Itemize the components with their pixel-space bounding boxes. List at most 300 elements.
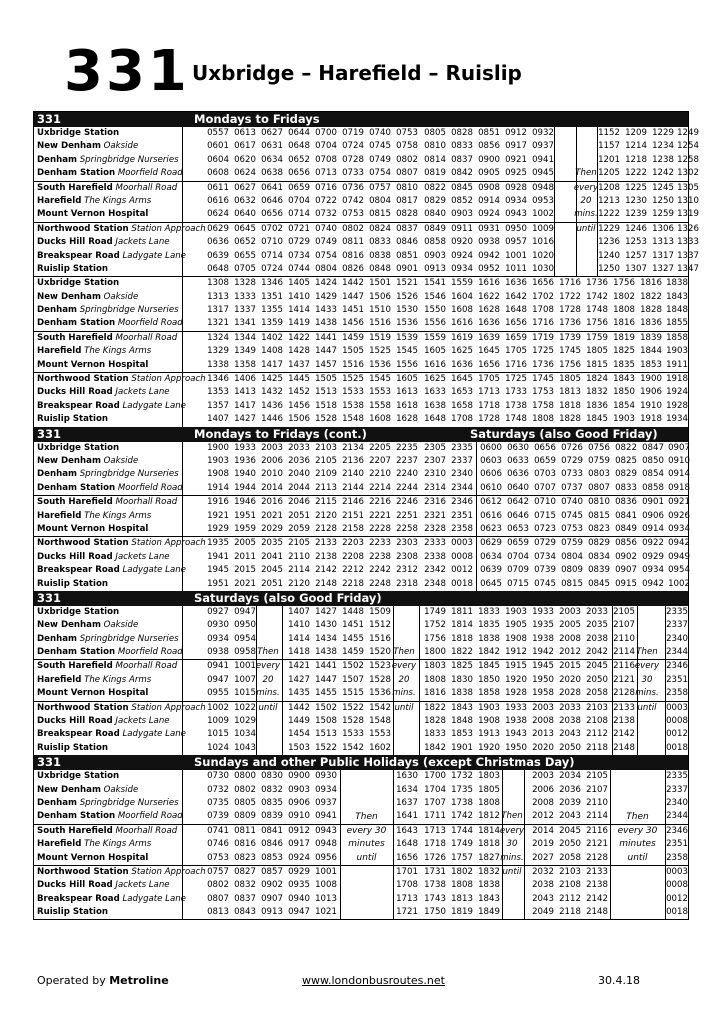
block-header bbox=[34, 427, 688, 442]
departure-time: 2351 bbox=[451, 510, 473, 521]
departure-time: 2242 bbox=[369, 565, 391, 576]
table-row bbox=[34, 906, 688, 919]
departure-time: 1506 bbox=[288, 414, 310, 425]
departure-time: 2346 bbox=[666, 825, 688, 836]
operator-name: Metroline bbox=[109, 974, 169, 987]
departure-time: 1722 bbox=[559, 291, 581, 302]
departure-time: 2012 bbox=[532, 811, 554, 822]
departure-time: 2212 bbox=[342, 565, 364, 576]
stop-name: Northwood Station Station Approach bbox=[37, 866, 206, 877]
departure-time: 1833 bbox=[424, 729, 446, 740]
departure-time: 0749 bbox=[369, 154, 391, 165]
departure-time: 1421 bbox=[288, 661, 310, 672]
departure-time: 0557 bbox=[207, 128, 229, 138]
departure-time: 2113 bbox=[315, 482, 337, 493]
departure-time: 1002 bbox=[668, 578, 690, 589]
departure-time: 0636 bbox=[207, 237, 229, 248]
departure-time: 0956 bbox=[315, 852, 337, 863]
departure-time: 1246 bbox=[625, 223, 647, 234]
column-divider bbox=[597, 127, 598, 276]
table-row bbox=[34, 195, 699, 208]
departure-time: 0913 bbox=[261, 907, 283, 918]
departure-time: 1414 bbox=[288, 305, 310, 316]
departure-time: 1908 bbox=[207, 469, 229, 480]
departure-time: 0839 bbox=[261, 811, 283, 822]
departure-time: 2115 bbox=[315, 497, 337, 508]
departure-time: 1940 bbox=[234, 469, 256, 480]
stop-name: South Harefield Moorhall Road bbox=[37, 332, 178, 343]
departure-time: 2340 bbox=[451, 469, 473, 480]
table-row bbox=[34, 263, 699, 276]
departure-time: 1319 bbox=[677, 209, 699, 220]
table-row bbox=[34, 127, 699, 140]
departure-time: 1933 bbox=[234, 442, 256, 453]
departure-time: 1716 bbox=[559, 278, 581, 289]
departure-time: 0841 bbox=[615, 510, 637, 521]
departure-time: 1700 bbox=[424, 771, 446, 782]
departure-time: 0003 bbox=[666, 702, 688, 713]
departure-time: 1245 bbox=[652, 182, 674, 193]
departure-time: 1813 bbox=[451, 893, 473, 904]
departure-time: 2021 bbox=[234, 578, 256, 589]
departure-time: 2235 bbox=[396, 442, 418, 453]
departure-time: 0848 bbox=[369, 263, 391, 274]
departure-time: 2049 bbox=[532, 907, 554, 918]
stop-name: Harefield The Kings Arms bbox=[37, 839, 152, 850]
departure-time: 0807 bbox=[396, 168, 418, 179]
departure-time: 0958 bbox=[234, 647, 256, 658]
departure-time: 1756 bbox=[613, 278, 635, 289]
departure-time: 0832 bbox=[234, 880, 256, 891]
departure-time: 1946 bbox=[234, 497, 256, 508]
departure-time: 0948 bbox=[315, 839, 337, 850]
departure-time: 2020 bbox=[559, 674, 581, 685]
stop-name: South Harefield Moorhall Road bbox=[37, 497, 178, 508]
departure-time: 0659 bbox=[288, 182, 310, 193]
departure-time: 2128 bbox=[613, 688, 635, 699]
departure-time: 0627 bbox=[234, 182, 256, 193]
departure-time: 1604 bbox=[451, 291, 473, 302]
departure-time: 0759 bbox=[561, 538, 583, 549]
departure-time: 0934 bbox=[642, 565, 664, 576]
departure-time: 2140 bbox=[342, 469, 364, 480]
departure-time: 0710 bbox=[534, 497, 556, 508]
departure-time: 2216 bbox=[369, 497, 391, 508]
departure-time: 0638 bbox=[261, 168, 283, 179]
stop-name: South Harefield Moorhall Road bbox=[37, 661, 178, 672]
departure-time: 0741 bbox=[207, 825, 229, 836]
departure-time: 1559 bbox=[451, 278, 473, 289]
departure-time: 0714 bbox=[288, 209, 310, 220]
departure-time: 0753 bbox=[561, 523, 583, 534]
frequency-note: every bbox=[499, 825, 525, 836]
table-row bbox=[34, 208, 699, 221]
frequency-note-block bbox=[610, 811, 665, 865]
departure-time: 1656 bbox=[532, 278, 554, 289]
departure-time: 0930 bbox=[207, 620, 229, 631]
departure-time: 1808 bbox=[424, 674, 446, 685]
departure-time: 0018 bbox=[666, 907, 688, 918]
table-row bbox=[34, 482, 688, 495]
departure-time: 1455 bbox=[342, 633, 364, 644]
column-divider bbox=[393, 770, 394, 919]
departure-time: 1605 bbox=[396, 374, 418, 385]
departure-time: 1805 bbox=[559, 374, 581, 385]
departure-time: 0713 bbox=[315, 168, 337, 179]
frequency-note-line: every 30 bbox=[617, 825, 658, 836]
departure-time: 0833 bbox=[451, 141, 473, 152]
departure-time: 1428 bbox=[288, 346, 310, 357]
block-header bbox=[34, 591, 688, 606]
departure-time: 0822 bbox=[424, 182, 446, 193]
departure-time: 1656 bbox=[478, 359, 500, 370]
departure-time: 1501 bbox=[369, 278, 391, 289]
departure-time: 0740 bbox=[315, 223, 337, 234]
departure-time: 0952 bbox=[478, 263, 500, 274]
table-row bbox=[34, 154, 699, 167]
departure-time: 0845 bbox=[451, 182, 473, 193]
departure-time: 1522 bbox=[315, 742, 337, 753]
departure-time: 0928 bbox=[505, 182, 527, 193]
departure-time: 1326 bbox=[677, 223, 699, 234]
stop-name: New Denham Oakside bbox=[37, 141, 139, 152]
departure-time: 0617 bbox=[234, 141, 256, 152]
block-route-label: 331 bbox=[37, 590, 62, 605]
departure-time: 1825 bbox=[613, 346, 635, 357]
departure-time: 2110 bbox=[288, 551, 310, 562]
frequency-note: until bbox=[576, 223, 596, 234]
departure-time: 1742 bbox=[586, 291, 608, 302]
departure-time: 1222 bbox=[598, 209, 620, 220]
departure-time: 1522 bbox=[342, 702, 364, 713]
departure-time: 1519 bbox=[369, 332, 391, 343]
departure-time: 1445 bbox=[288, 374, 310, 385]
departure-time: 0744 bbox=[288, 263, 310, 274]
departure-time: 1745 bbox=[532, 374, 554, 385]
departure-time: 1732 bbox=[451, 771, 473, 782]
departure-time: 2335 bbox=[666, 771, 688, 782]
stop-name: Breakspear Road Ladygate Lane bbox=[37, 565, 186, 576]
departure-time: 2050 bbox=[559, 742, 581, 753]
departure-time: 2058 bbox=[586, 688, 608, 699]
table-row bbox=[34, 893, 688, 906]
departure-time: 2316 bbox=[424, 497, 446, 508]
departure-time: 2233 bbox=[369, 538, 391, 549]
departure-time: 2032 bbox=[532, 866, 554, 877]
departure-time: 1855 bbox=[666, 318, 688, 329]
departure-time: 0934 bbox=[505, 195, 527, 206]
departure-time: 1816 bbox=[640, 278, 662, 289]
departure-time: 0947 bbox=[288, 907, 310, 918]
departure-time: 0606 bbox=[480, 469, 502, 480]
departure-time: 2118 bbox=[559, 907, 581, 918]
departure-time: 1407 bbox=[207, 414, 229, 425]
departure-time: 0714 bbox=[261, 250, 283, 261]
column-divider bbox=[612, 606, 613, 755]
departure-time: 0924 bbox=[478, 209, 500, 220]
column-divider bbox=[182, 606, 183, 755]
departure-time: 1830 bbox=[451, 674, 473, 685]
timetable-block bbox=[34, 591, 688, 755]
departure-time: 2110 bbox=[613, 633, 635, 644]
departure-time: 0754 bbox=[369, 168, 391, 179]
departure-time: 1015 bbox=[234, 688, 256, 699]
departure-time: 1641 bbox=[396, 811, 418, 822]
departure-time: 2333 bbox=[424, 538, 446, 549]
departure-time: 1548 bbox=[342, 414, 364, 425]
table-row bbox=[34, 715, 688, 728]
frequency-note-block bbox=[340, 811, 393, 865]
departure-time: 2040 bbox=[288, 469, 310, 480]
stop-name: New Denham Oakside bbox=[37, 455, 139, 466]
departure-time: 2003 bbox=[532, 771, 554, 782]
departure-time: 1502 bbox=[342, 661, 364, 672]
departure-time: 1618 bbox=[396, 400, 418, 411]
departure-time: 0627 bbox=[261, 128, 283, 138]
departure-time: 0707 bbox=[534, 482, 556, 493]
departure-time: 0734 bbox=[534, 551, 556, 562]
departure-time: 0729 bbox=[561, 455, 583, 466]
timetable-block bbox=[34, 755, 688, 919]
departure-time: 1835 bbox=[613, 359, 635, 370]
departure-time: 0920 bbox=[451, 237, 473, 248]
departure-time: 2005 bbox=[559, 620, 581, 631]
stop-name: Ducks Hill Road Jackets Lane bbox=[37, 387, 170, 398]
departure-time: 0012 bbox=[666, 729, 688, 740]
departure-time: 1958 bbox=[532, 688, 554, 699]
frequency-note: 20 bbox=[398, 674, 410, 685]
departure-time: 0954 bbox=[668, 565, 690, 576]
departure-time: 1854 bbox=[613, 400, 635, 411]
block-body bbox=[34, 277, 688, 426]
departure-time: 1725 bbox=[505, 374, 527, 385]
departure-time: 1711 bbox=[424, 811, 446, 822]
table-row bbox=[34, 442, 688, 455]
stop-name: Northwood Station Station Approach bbox=[37, 538, 206, 549]
departure-time: 0816 bbox=[234, 839, 256, 850]
departure-time: 1625 bbox=[451, 346, 473, 357]
departure-time: 1317 bbox=[207, 305, 229, 316]
departure-time: 1546 bbox=[424, 291, 446, 302]
departure-time: 1838 bbox=[451, 688, 473, 699]
departure-time: 2015 bbox=[559, 661, 581, 672]
departure-time: 0906 bbox=[288, 797, 310, 808]
stop-name: Ruislip Station bbox=[37, 742, 109, 753]
departure-time: 1951 bbox=[207, 578, 229, 589]
frequency-note: mins. bbox=[635, 688, 659, 699]
stop-name: Breakspear Road Ladygate Lane bbox=[37, 729, 186, 740]
departure-time: 1750 bbox=[424, 907, 446, 918]
departure-time: 2221 bbox=[369, 510, 391, 521]
departure-time: 0811 bbox=[342, 237, 364, 248]
departure-time: 1636 bbox=[451, 359, 473, 370]
departure-time: 1638 bbox=[424, 400, 446, 411]
departure-time: 0910 bbox=[288, 811, 310, 822]
table-row bbox=[34, 331, 688, 345]
departure-time: 1542 bbox=[342, 742, 364, 753]
departure-time: 1447 bbox=[315, 674, 337, 685]
departure-time: 0732 bbox=[315, 209, 337, 220]
departure-time: 1236 bbox=[598, 237, 620, 248]
departure-time: 2344 bbox=[666, 811, 688, 822]
departure-time: 2358 bbox=[666, 852, 688, 863]
table-row bbox=[34, 250, 699, 263]
departure-time: 2158 bbox=[342, 523, 364, 534]
departure-time: 0702 bbox=[261, 223, 283, 234]
departure-time: 1414 bbox=[288, 633, 310, 644]
departure-time: 0704 bbox=[507, 551, 529, 562]
departure-time: 0853 bbox=[261, 852, 283, 863]
departure-time: 0914 bbox=[642, 523, 664, 534]
departure-time: 2013 bbox=[532, 729, 554, 740]
block-day-title-2: Saturdays (also Good Friday) bbox=[470, 426, 658, 441]
frequency-note-line: Then bbox=[355, 812, 378, 823]
departure-time: 1442 bbox=[288, 702, 310, 713]
departure-time: 2027 bbox=[532, 852, 554, 863]
departure-time: 2034 bbox=[559, 771, 581, 782]
frequency-note: every bbox=[634, 661, 660, 672]
departure-time: 1628 bbox=[396, 414, 418, 425]
departure-time: 0804 bbox=[315, 263, 337, 274]
departure-time: 0858 bbox=[642, 482, 664, 493]
departure-time: 2128 bbox=[586, 852, 608, 863]
departure-time: 0950 bbox=[505, 223, 527, 234]
departure-time: 0948 bbox=[532, 182, 554, 193]
departure-time: 1645 bbox=[451, 374, 473, 385]
column-divider bbox=[502, 770, 503, 919]
departure-time: 1536 bbox=[396, 318, 418, 329]
departure-time: 0940 bbox=[288, 893, 310, 904]
column-divider bbox=[554, 127, 555, 276]
departure-time: 1337 bbox=[677, 250, 699, 261]
departure-time: 0954 bbox=[234, 633, 256, 644]
column-divider bbox=[665, 606, 666, 755]
departure-time: 0915 bbox=[615, 578, 637, 589]
departure-time: 1822 bbox=[451, 647, 473, 658]
departure-time: 1943 bbox=[505, 729, 527, 740]
departure-time: 1242 bbox=[652, 168, 674, 179]
departure-time: 1451 bbox=[342, 620, 364, 631]
departure-time: 2208 bbox=[342, 551, 364, 562]
column-divider bbox=[665, 770, 666, 919]
departure-time: 1306 bbox=[652, 223, 674, 234]
departure-time: 1921 bbox=[207, 510, 229, 521]
departure-time: 0912 bbox=[505, 128, 527, 138]
departure-time: 1942 bbox=[532, 647, 554, 658]
stop-name: Ducks Hill Road Jackets Lane bbox=[37, 880, 170, 891]
departure-time: 0947 bbox=[234, 606, 256, 617]
departure-time: 1520 bbox=[369, 647, 391, 658]
departure-time: 0807 bbox=[207, 893, 229, 904]
stop-name: Ruislip Station bbox=[37, 578, 109, 589]
departure-time: 0825 bbox=[615, 455, 637, 466]
departure-time: 1832 bbox=[586, 387, 608, 398]
departure-time: 1803 bbox=[478, 771, 500, 782]
departure-time: 2346 bbox=[666, 661, 688, 672]
departure-time: 0823 bbox=[588, 523, 610, 534]
departure-time: 1234 bbox=[652, 141, 674, 152]
departure-time: 1418 bbox=[288, 647, 310, 658]
departure-time: 1901 bbox=[451, 742, 473, 753]
table-row bbox=[34, 317, 688, 330]
departure-time: 2003 bbox=[559, 606, 581, 617]
stop-name: New Denham Oakside bbox=[37, 291, 139, 302]
departure-time: 0733 bbox=[561, 469, 583, 480]
departure-time: 1518 bbox=[315, 400, 337, 411]
departure-time: 1433 bbox=[315, 305, 337, 316]
departure-time: 1521 bbox=[396, 278, 418, 289]
departure-time: 0704 bbox=[315, 141, 337, 152]
departure-time: 1713 bbox=[396, 893, 418, 904]
departure-time: 1430 bbox=[315, 620, 337, 631]
departure-time: 1602 bbox=[369, 742, 391, 753]
departure-time: 1509 bbox=[369, 606, 391, 617]
departure-time: 0636 bbox=[507, 469, 529, 480]
departure-time: 2246 bbox=[396, 497, 418, 508]
departure-time: 1738 bbox=[505, 400, 527, 411]
frequency-note: mins. bbox=[500, 852, 524, 863]
departure-time: 0829 bbox=[588, 538, 610, 549]
departure-time: 1836 bbox=[640, 318, 662, 329]
departure-time: 1513 bbox=[315, 729, 337, 740]
departure-time: 1903 bbox=[666, 346, 688, 357]
departure-time: 1708 bbox=[396, 880, 418, 891]
departure-time: 0018 bbox=[666, 742, 688, 753]
departure-time: 1329 bbox=[207, 346, 229, 357]
departure-time: 1533 bbox=[342, 729, 364, 740]
departure-time: 1701 bbox=[396, 866, 418, 877]
departure-time: 0907 bbox=[261, 893, 283, 904]
departure-time: 0941 bbox=[315, 811, 337, 822]
departure-time: 2210 bbox=[369, 469, 391, 480]
departure-time: 0629 bbox=[207, 223, 229, 234]
frequency-note: until bbox=[394, 702, 414, 713]
departure-time: 2121 bbox=[613, 674, 635, 685]
departure-time: 2338 bbox=[424, 551, 446, 562]
departure-time: 1759 bbox=[586, 332, 608, 343]
departure-time: 0811 bbox=[234, 825, 256, 836]
departure-time: 2116 bbox=[613, 661, 635, 672]
departure-time: 1240 bbox=[598, 250, 620, 261]
departure-time: 1448 bbox=[342, 606, 364, 617]
departure-time: 0610 bbox=[480, 482, 502, 493]
departure-time: 2112 bbox=[586, 729, 608, 740]
departure-time: 1022 bbox=[234, 702, 256, 713]
departure-time: 0903 bbox=[451, 209, 473, 220]
column-divider bbox=[393, 606, 394, 755]
departure-time: 0934 bbox=[207, 633, 229, 644]
departure-time: 2142 bbox=[315, 565, 337, 576]
departure-time: 1542 bbox=[369, 702, 391, 713]
departure-time: 0733 bbox=[342, 168, 364, 179]
departure-time: 1355 bbox=[261, 305, 283, 316]
table-row bbox=[34, 236, 699, 249]
footer-url-link[interactable]: www.londonbusroutes.net bbox=[302, 974, 445, 987]
departure-time: 0907 bbox=[668, 442, 690, 453]
departure-time: 1553 bbox=[369, 387, 391, 398]
departure-time: 0611 bbox=[207, 182, 229, 193]
table-row bbox=[34, 619, 688, 632]
departure-time: 1029 bbox=[234, 716, 256, 727]
departure-time: 0934 bbox=[668, 523, 690, 534]
departure-time: 1645 bbox=[478, 346, 500, 357]
departure-time: 2046 bbox=[288, 497, 310, 508]
departure-time: 1456 bbox=[342, 318, 364, 329]
departure-time: 1209 bbox=[625, 128, 647, 138]
departure-time: 1545 bbox=[369, 374, 391, 385]
departure-time: 2321 bbox=[424, 510, 446, 521]
stop-name: Ducks Hill Road Jackets Lane bbox=[37, 237, 170, 248]
